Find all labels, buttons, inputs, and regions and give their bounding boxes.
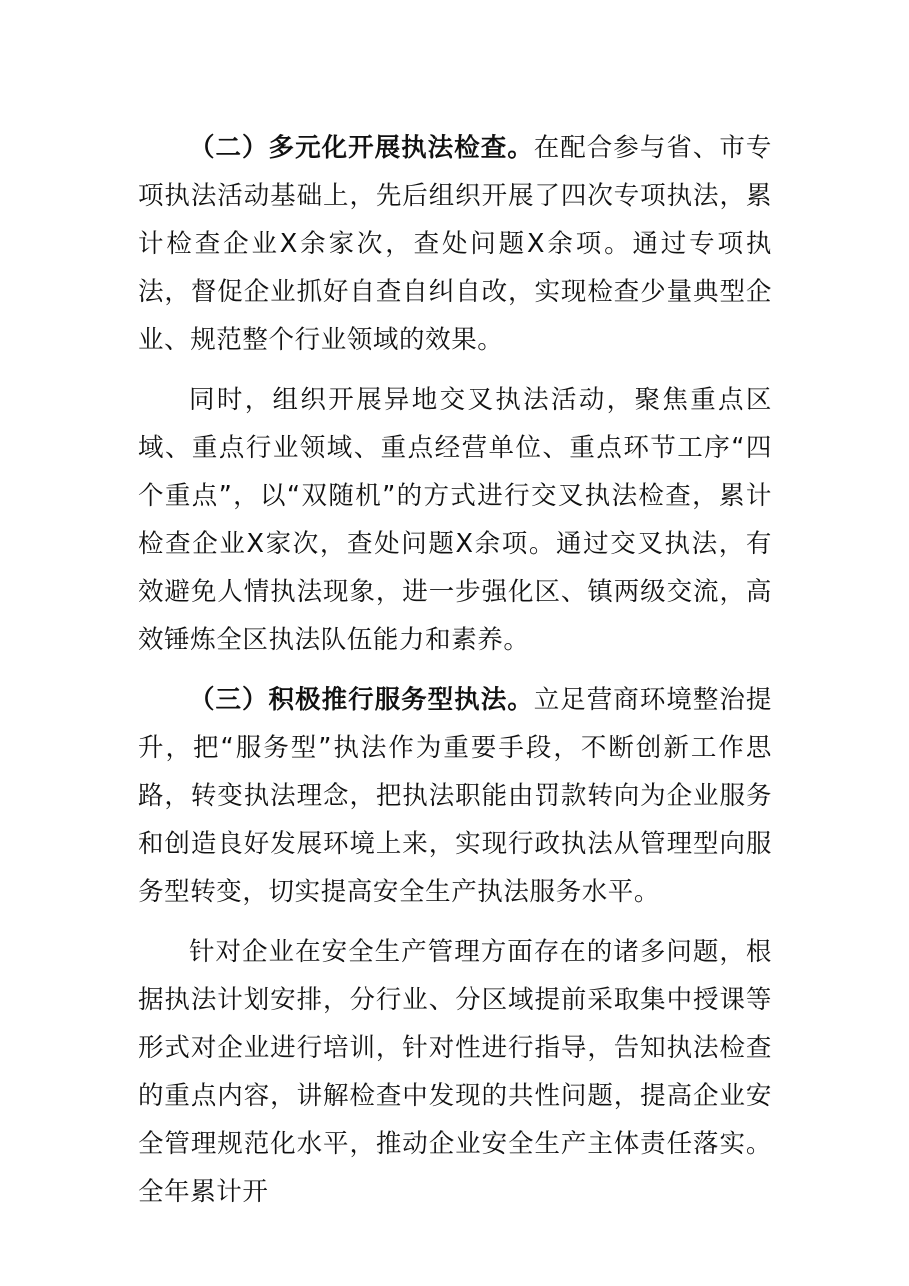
section-heading-3: （三）积极推行服务型执法。 (189, 685, 534, 715)
paragraph-enforcement-inspection (138, 124, 772, 364)
paragraph-service-enforcement (138, 676, 772, 916)
paragraph-cross-enforcement (138, 376, 772, 664)
document-body (138, 124, 772, 1228)
paragraph-text: 同时，组织开展异地交叉执法活动，聚焦重点区域、重点行业领域、重点经营单位、重点环节工序“四个重点”，以“双随机”的方式进行交叉执法检查，累计检查企业X家次，查处问题X余项。通过交叉执法，有效避免人情执法现象，进一步强化区、镇两级交流，高效锤炼全区执法队伍能力和素养。 (138, 385, 772, 655)
paragraph-enterprise-training (138, 928, 772, 1216)
paragraph-text: 在配合参与省、市专项执法活动基础上，先后组织开展了四次专项执法，累计检查企业X余家次，查处问题X余项。通过专项执法，督促企业抓好自查自纠自改，实现检查少量典型企业、规范整个行业领域的效果。 (138, 133, 772, 355)
paragraph-text: 立足营商环境整治提升，把“服务型”执法作为重要手段，不断创新工作思路，转变执法理念，把执法职能由罚款转向为企业服务和创造良好发展环境上来，实现行政执法从管理型向服务型转变，切实提高安全生产执法服务水平。 (138, 685, 772, 907)
paragraph-text: 针对企业在安全生产管理方面存在的诸多问题，根据执法计划安排，分行业、分区域提前采取集中授课等形式对企业进行培训，针对性进行指导，告知执法检查的重点内容，讲解检查中发现的共性问题，提高企业安全管理规范化水平，推动企业安全生产主体责任落实。全年累计开 (138, 937, 772, 1207)
section-heading-2: （二）多元化开展执法检查。 (189, 133, 534, 163)
